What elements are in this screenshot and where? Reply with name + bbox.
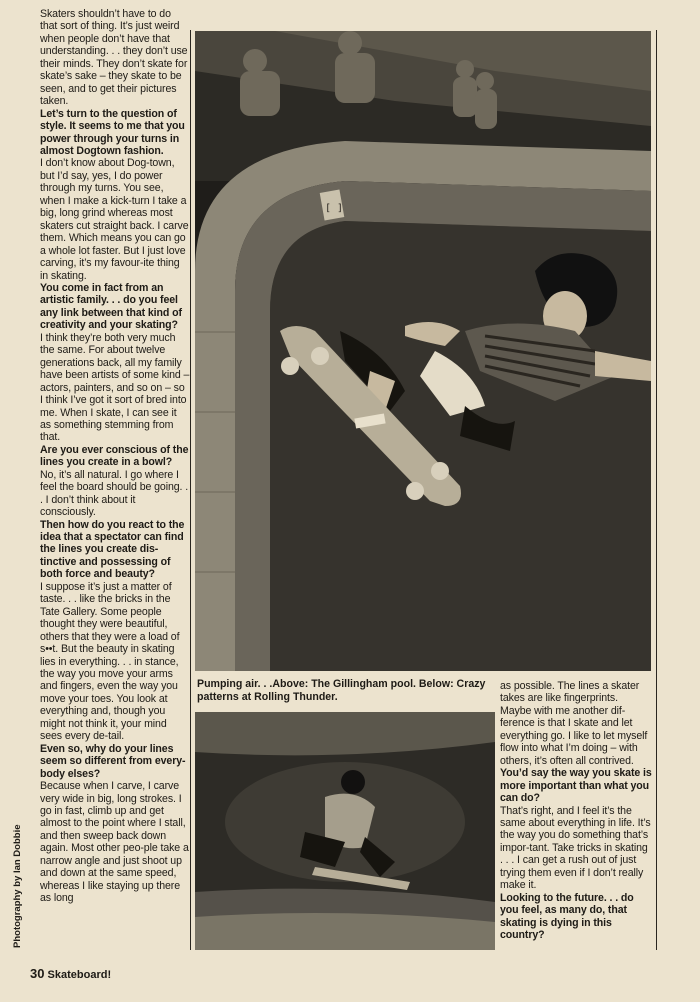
right-article-column [500,680,652,942]
column-rule-left [190,30,191,950]
photo-skater-rolling-thunder [195,712,495,950]
photo-skater-gillingham-pool [195,31,651,671]
photo-bottom-illustration [195,712,495,950]
interview-answer: I think they’re both very much the same. For about twelve generations back, all my family have been artists of some kind – actors, painters, and so on – so I think I’ve got it sort of bred into me. When I skate, I can see it as something stemming from that. [40,331,190,444]
page-number: 30 [30,966,45,981]
interview-answer: Skaters shouldn’t have to do that sort of thing. It’s just weird when people don’t have that understanding. . . they don’t use their minds. They don’t skate for skate’s sake – they skate to be seen, and to get their pictures taken. [40,8,188,108]
interview-answer: No, it’s all natural. I go where I feel the board should be going. . . I don’t think about it consciously. [40,468,189,519]
interview-question: You come in fact from an artistic family. . . do you feel any link between that kind of creativity and your skating? [40,281,182,332]
column-rule-right [656,30,657,950]
photo-credit: Photography by Ian Dobbie [12,824,23,948]
interview-question: Are you ever conscious of the lines you create in a bowl? [40,443,189,469]
interview-question: Then how do you react to the idea that a spectator can find the lines you create dis-tinctive and possessing of both force and beauty? [40,518,185,581]
interview-question: Let’s turn to the question of style. It seems to me that you power through your turns in almost Dogtown fashion. [40,107,185,157]
interview-question: Looking to the future. . . do you feel, as many do, that skating is dying in this country? [500,891,634,942]
interview-answer: as possible. The lines a skater takes are like fingerprints. Maybe with me another dif-ference is that I skate and let everything go. I like to let myself flow into what I’m doing – with others, it’s often all contrived. [500,680,648,767]
page-footer [30,966,111,981]
interview-answer: I suppose it’s just a matter of taste. . . like the bricks in the Tate Gallery. Some people thought they were beautiful, others that they were a load of s••t. But the beauty in skating lies in everything. . . in stance, the way you move your arms and fingers, even the way you move your toes. You look at everything and, though you might not think it, your mind sees every de-tail. [40,580,180,743]
interview-question: You’d say the way you skate is more important than what you can do? [500,767,652,805]
photo-caption: Pumping air. . .Above: The Gillingham pool. Below: Crazy patterns at Rolling Thunder. [197,678,486,703]
interview-question: Even so, why do your lines seem so different from every-body elses? [40,742,186,780]
left-article-column [40,8,190,905]
magazine-name: Skateboard! [47,969,112,981]
pool-logo-text: [ ] [325,203,344,214]
photo-top-illustration [195,31,651,671]
interview-answer: That’s right, and I feel it’s the same about everything in life. It’s the way you do something that’s impor-tant. Take tricks in skating . . . I can get a rush out of just trying them even if I don’t really make it. [500,804,651,892]
interview-answer: I don’t know about Dog-town, but I’d say, yes, I do power through my turns. You see, when I make a kick-turn I take a big, long grind whereas most skaters cut straight back. I carve them. Which means you can go a whole lot faster. But I just love carving, it’s my favour-ite thing in skating. [40,157,189,282]
interview-answer: Because when I carve, I carve very wide in big, long strokes. I go in fast, climb up and get almost to the point where I stall, and then sweep back down again. Most other peo-ple take a narrow angle and just shoot up and down at the same speed, whereas I like staying up there as long [40,780,189,905]
